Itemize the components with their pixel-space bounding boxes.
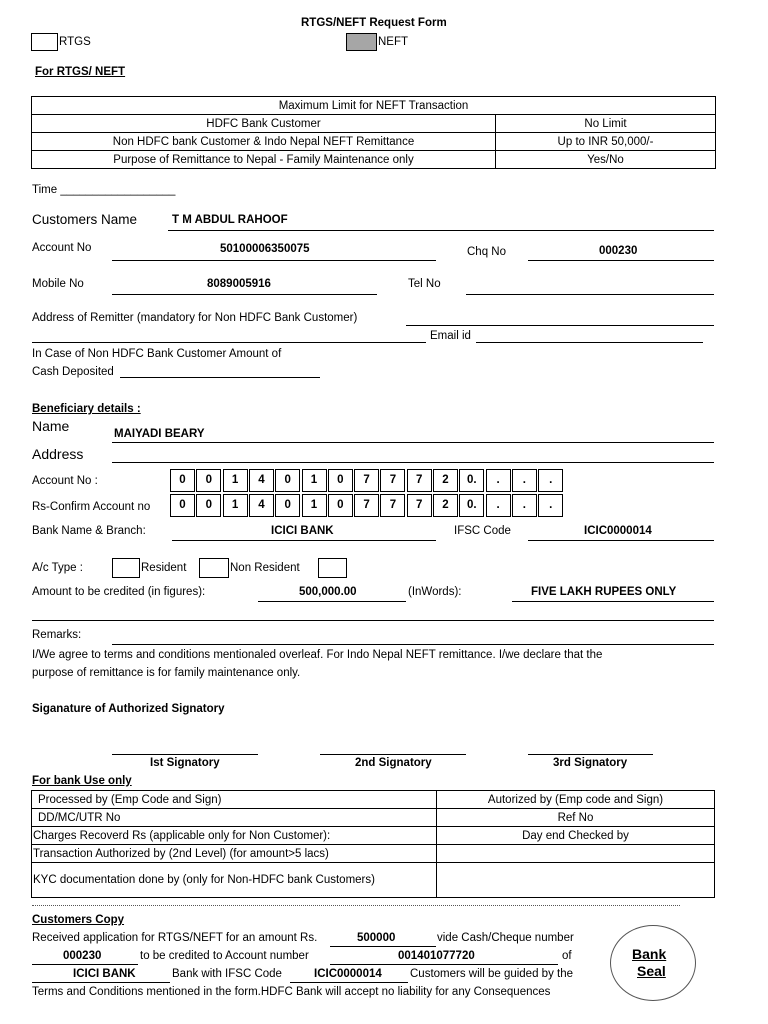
copy-line4-text: Terms and Conditions mentioned in the form.HDFC Bank will accept no liability for any Consequences: [32, 986, 551, 998]
account-digit-box[interactable]: .: [486, 469, 511, 492]
table-cell: KYC documentation done by (only for Non-HDFC bank Customers): [32, 863, 437, 898]
copy-line3-text: Bank with IFSC Code: [172, 968, 282, 980]
table-cell: Non HDFC bank Customer & Indo Nepal NEFT Remittance: [32, 133, 496, 151]
confirm-account-digit-box[interactable]: 1: [223, 494, 248, 517]
table-cell: Processed by (Emp Code and Sign): [32, 791, 437, 809]
separator-line: [32, 620, 714, 621]
table-cell: [437, 863, 715, 898]
copy-bank: ICICI BANK: [73, 968, 136, 980]
signature-line-3[interactable]: [528, 754, 653, 755]
bank-use-table: [31, 790, 715, 898]
cash-deposit-line1: In Case of Non HDFC Bank Customer Amount of: [32, 348, 282, 360]
cash-deposit-line2: Cash Deposited: [32, 366, 114, 378]
resident-label: Resident: [141, 562, 187, 574]
limit-table: [31, 96, 716, 169]
confirm-account-label: Rs-Confirm Account no: [32, 501, 151, 513]
copy-ifsc-line: [290, 982, 408, 983]
actype-label: A/c Type :: [32, 562, 83, 574]
table-cell: [437, 845, 715, 863]
confirm-account-digit-box[interactable]: .: [512, 494, 537, 517]
form-title: RTGS/NEFT Request Form: [301, 17, 447, 29]
neft-label: NEFT: [378, 36, 409, 48]
tel-label: Tel No: [408, 278, 441, 290]
confirm-account-digit-box[interactable]: .: [486, 494, 511, 517]
table-cell: Up to INR 50,000/-: [496, 133, 716, 151]
tel-line[interactable]: [466, 294, 714, 295]
bank-use-heading: For bank Use only: [32, 775, 132, 787]
inwords-label: (InWords):: [408, 586, 462, 598]
ifsc-label: IFSC Code: [454, 525, 511, 537]
table-cell: DD/MC/UTR No: [32, 809, 437, 827]
table-row: [32, 791, 715, 809]
time-field[interactable]: Time __________________: [32, 184, 176, 196]
copy-account: 001401077720: [398, 950, 475, 962]
table-row: [32, 151, 716, 169]
non-resident-label: Non Resident: [230, 562, 300, 574]
cash-deposit-field[interactable]: [120, 377, 320, 378]
account-digit-box[interactable]: 7: [407, 469, 432, 492]
confirm-account-digit-box[interactable]: 0: [196, 494, 221, 517]
signature-line-1[interactable]: [112, 754, 258, 755]
dotted-divider: [32, 905, 680, 906]
table-row: [32, 115, 716, 133]
email-label: Email id: [430, 330, 471, 342]
resident-checkbox[interactable]: [112, 558, 140, 578]
seal-text-line2: Seal: [637, 963, 666, 979]
account-no-label: Account No: [32, 242, 92, 254]
mobile-label: Mobile No: [32, 278, 84, 290]
inwords-line: [512, 601, 714, 602]
confirm-account-digit-box[interactable]: .: [538, 494, 563, 517]
mobile-line: [112, 294, 377, 295]
table-row: [32, 845, 715, 863]
table-cell: Ref No: [437, 809, 715, 827]
copy-line2-text: to be credited to Account number: [140, 950, 309, 962]
seal-text-line1: Bank: [632, 946, 667, 962]
copy-amount-line: [330, 946, 436, 947]
copy-of-label: of: [562, 950, 572, 962]
account-digit-box[interactable]: 0: [170, 469, 195, 492]
address-remitter-line-2[interactable]: [32, 342, 426, 343]
account-no-value[interactable]: 50100006350075: [220, 243, 310, 255]
table-cell: Yes/No: [496, 151, 716, 169]
bank-line: [172, 540, 436, 541]
confirm-account-digit-box[interactable]: 7: [380, 494, 405, 517]
table-row: [32, 827, 715, 845]
agreement-line2: purpose of remittance is for family maintenance only.: [32, 667, 301, 679]
table-cell: Autorized by (Emp code and Sign): [437, 791, 715, 809]
confirm-account-digit-box[interactable]: 1: [302, 494, 327, 517]
remarks-label: Remarks:: [32, 629, 82, 641]
account-digit-box[interactable]: .: [512, 469, 537, 492]
signature-heading: Siganature of Authorized Signatory: [32, 703, 225, 715]
copy-bank-line: [32, 982, 170, 983]
amount-line: [258, 601, 406, 602]
confirm-account-digit-box[interactable]: 0: [170, 494, 195, 517]
copy-amount: 500000: [357, 932, 396, 944]
amount-value[interactable]: 500,000.00: [299, 586, 357, 598]
other-checkbox[interactable]: [318, 558, 347, 578]
email-line[interactable]: [476, 342, 703, 343]
address-remitter-line[interactable]: [406, 325, 714, 326]
ifsc-value[interactable]: ICIC0000014: [584, 525, 652, 537]
account-digit-box[interactable]: 7: [380, 469, 405, 492]
bank-label: Bank Name & Branch:: [32, 525, 146, 537]
copy-account-line: [330, 964, 558, 965]
copy-line1-suffix: vide Cash/Cheque number: [437, 932, 574, 944]
chq-no-line: [528, 260, 714, 261]
account-digit-box[interactable]: 2: [433, 469, 458, 492]
confirm-account-digit-box[interactable]: 7: [407, 494, 432, 517]
beneficiary-name-line: [112, 442, 714, 443]
confirm-account-digit-box[interactable]: 2: [433, 494, 458, 517]
account-digit-box[interactable]: 0: [328, 469, 353, 492]
table-cell: Transaction Authorized by (2nd Level) (for amount>5 lacs): [32, 845, 437, 863]
copy-line3-suffix: Customers will be guided by the: [410, 968, 573, 980]
ifsc-line: [528, 540, 714, 541]
table-row: [32, 809, 715, 827]
table-cell: Purpose of Remittance to Nepal - Family Maintenance only: [32, 151, 496, 169]
non-resident-checkbox[interactable]: [199, 558, 229, 578]
confirm-account-digit-box[interactable]: 7: [354, 494, 379, 517]
signatory-3-label: 3rd Signatory: [553, 757, 628, 769]
customer-name-line: [168, 230, 714, 231]
copy-cheque: 000230: [63, 950, 102, 962]
account-digit-box[interactable]: .: [538, 469, 563, 492]
account-no-line: [112, 260, 436, 261]
address-remitter-label: Address of Remitter (mandatory for Non HDFC Bank Customer): [32, 312, 358, 324]
signature-line-2[interactable]: [320, 754, 466, 755]
account-digit-box[interactable]: 1: [223, 469, 248, 492]
beneficiary-name-label: Name: [32, 418, 70, 434]
copy-cheque-line: [32, 964, 138, 965]
table-cell: Charges Recoverd Rs (applicable only for Non Customer):: [32, 827, 437, 845]
table-cell: No Limit: [496, 115, 716, 133]
table-row: [32, 863, 715, 898]
account-label: Account No :: [32, 475, 98, 487]
neft-checkbox[interactable]: [346, 33, 377, 51]
beneficiary-address-label: Address: [32, 446, 84, 462]
beneficiary-address-line[interactable]: [112, 462, 714, 463]
rtgs-checkbox[interactable]: [31, 33, 58, 51]
beneficiary-name-value[interactable]: MAIYADI BEARY: [114, 428, 205, 440]
customer-copy-heading: Customers Copy: [32, 914, 125, 926]
mobile-value[interactable]: 8089005916: [207, 278, 271, 290]
bank-value[interactable]: ICICI BANK: [271, 525, 334, 537]
beneficiary-heading: Beneficiary details :: [32, 403, 141, 415]
table-cell: Day end Checked by: [437, 827, 715, 845]
agreement-line1: I/We agree to terms and conditions mentionaled overleaf. For Indo Nepal NEFT remittance. I/we declare that the: [32, 649, 603, 661]
limit-table-heading: Maximum Limit for NEFT Transaction: [32, 97, 716, 115]
confirm-account-digit-box[interactable]: 0: [275, 494, 300, 517]
confirm-account-digit-box[interactable]: 4: [249, 494, 274, 517]
table-row: [32, 133, 716, 151]
customer-name-label: Customers Name: [32, 212, 138, 227]
signatory-1-label: Ist Signatory: [150, 757, 220, 769]
confirm-account-digit-box[interactable]: 0.: [459, 494, 484, 517]
chq-no-value[interactable]: 000230: [599, 245, 638, 257]
account-digit-box[interactable]: 0: [196, 469, 221, 492]
customer-name-value[interactable]: T M ABDUL RAHOOF: [172, 214, 288, 226]
remarks-line[interactable]: [112, 644, 714, 645]
copy-ifsc: ICIC0000014: [314, 968, 382, 980]
rtgs-label: RTGS: [59, 36, 91, 48]
account-digit-box[interactable]: 0.: [459, 469, 484, 492]
signatory-2-label: 2nd Signatory: [355, 757, 432, 769]
inwords-value[interactable]: FIVE LAKH RUPEES ONLY: [531, 586, 677, 598]
confirm-account-digit-box[interactable]: 0: [328, 494, 353, 517]
chq-no-label: Chq No: [467, 246, 506, 258]
account-digit-box[interactable]: 1: [302, 469, 327, 492]
account-digit-box[interactable]: 0: [275, 469, 300, 492]
table-cell: HDFC Bank Customer: [32, 115, 496, 133]
account-digit-box[interactable]: 4: [249, 469, 274, 492]
copy-line1-text: Received application for RTGS/NEFT for an amount Rs.: [32, 932, 318, 944]
amount-label: Amount to be credited (in figures):: [32, 586, 206, 598]
account-digit-box[interactable]: 7: [354, 469, 379, 492]
section-label: For RTGS/ NEFT: [35, 66, 126, 78]
